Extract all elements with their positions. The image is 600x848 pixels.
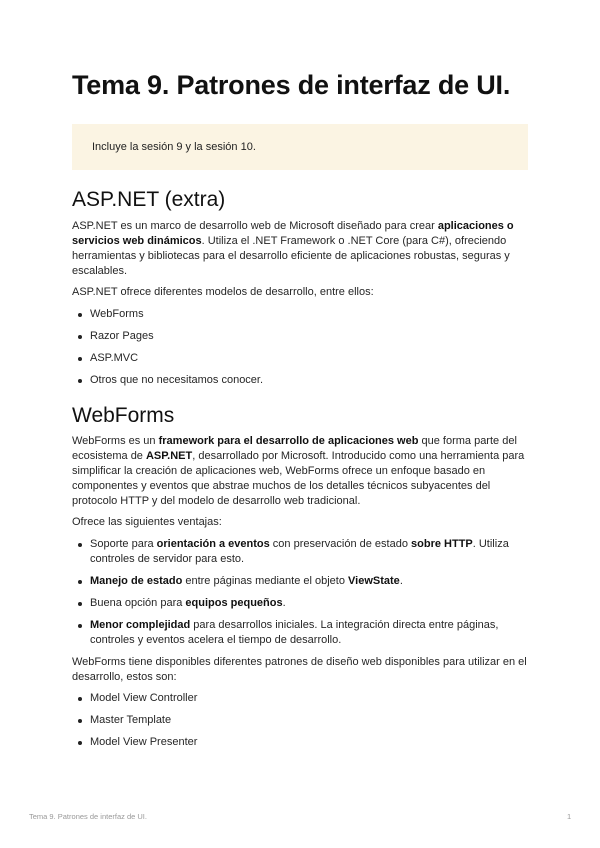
list-item-bold: orientación a eventos	[156, 538, 270, 550]
list-item-bold: ViewState	[348, 575, 400, 587]
run-text: WebForms es un	[72, 435, 159, 447]
list-item	[72, 596, 528, 611]
run-text: , desarrollado por Microsoft. Introducido como una herramienta para simplificar la creación de aplicaciones web, WebForms ofrece un enfoque basado en componentes y eventos que abstrae muchos de los detalles técnicos subyacentes del protocolo HTTP y del modelo de desarrollo web tradicional.	[72, 450, 525, 507]
list-item: Otros que no necesitamos conocer.	[72, 373, 528, 388]
run-bold: aplicaciones o servicios web dinámicos	[72, 220, 514, 247]
callout-box	[72, 124, 528, 170]
run-bold: framework para el desarrollo de aplicaciones web	[158, 435, 419, 447]
run-bold: ASP.NET	[145, 450, 193, 462]
list-item	[72, 537, 528, 567]
run-text: . Utiliza el .NET Framework o .NET Core (para C#), ofreciendo herramientas y bibliotecas para el desarrollo eficiente de aplicaciones robustas, seguras y escalables.	[72, 235, 510, 277]
list-item-text: .	[399, 575, 403, 587]
aspnet-paragraph-2: ASP.NET ofrece diferentes modelos de desarrollo, entre ellos:	[72, 286, 374, 298]
list-item-text: Buena opción para	[90, 597, 186, 609]
list-item	[72, 574, 528, 589]
list-item: Model View Controller	[72, 691, 528, 706]
list-item: Razor Pages	[72, 329, 528, 344]
aspnet-paragraph-1	[72, 219, 528, 279]
callout-text: Incluye la sesión 9 y la sesión 10.	[92, 141, 256, 153]
list-item-bold: equipos pequeños	[185, 597, 283, 609]
run-text: que forma parte del ecosistema de	[72, 435, 517, 462]
section-heading-webforms: WebForms	[72, 404, 175, 427]
list-item-text: para desarrollos iniciales. La integración directa entre páginas, controles y eventos acelera el tiempo de desarrollo.	[90, 619, 499, 646]
list-item-bold: sobre HTTP	[411, 538, 473, 550]
list-item-text: entre páginas mediante el objeto	[182, 575, 349, 587]
list-item-bold: Menor complejidad	[90, 619, 191, 631]
list-item-text: .	[282, 597, 286, 609]
webforms-paragraph-3: WebForms tiene disponibles diferentes patrones de diseño web disponibles para utilizar en el desarrollo, estos son:	[72, 656, 527, 683]
list-item-text: Soporte para	[90, 538, 157, 550]
footer-title: Tema 9. Patrones de interfaz de UI.	[29, 812, 147, 821]
list-item: Master Template	[72, 713, 528, 728]
run-text: ASP.NET es un marco de desarrollo web de Microsoft diseñado para crear	[72, 220, 438, 232]
webforms-advantages-list	[72, 537, 528, 655]
footer-page-number: 1	[567, 812, 572, 821]
list-item-text: con preservación de estado	[269, 538, 412, 550]
webforms-paragraph-2: Ofrece las siguientes ventajas:	[72, 516, 222, 528]
aspnet-models-list	[72, 307, 528, 395]
webforms-patterns-list	[72, 691, 528, 757]
list-item: WebForms	[72, 307, 528, 322]
list-item: ASP.MVC	[72, 351, 528, 366]
webforms-paragraph-1	[72, 434, 528, 509]
section-heading-aspnet: ASP.NET (extra)	[72, 188, 226, 211]
list-item-text: . Utiliza controles de servidor para esto.	[90, 538, 509, 565]
list-item: Model View Presenter	[72, 735, 528, 750]
list-item	[72, 618, 528, 648]
list-item-bold: Manejo de estado	[90, 575, 183, 587]
page-title: Tema 9. Patrones de interfaz de UI.	[72, 70, 511, 100]
